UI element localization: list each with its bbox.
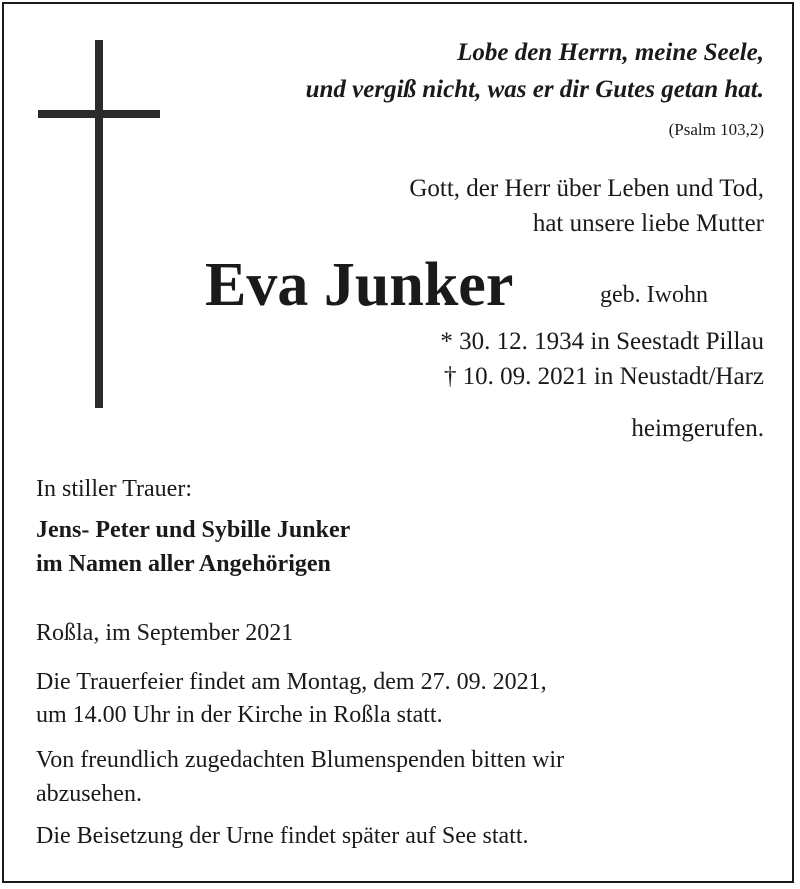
death-date: † 10. 09. 2021 in Neustadt/Harz	[443, 363, 764, 390]
flowers-line-2: abzusehen.	[36, 781, 142, 807]
deceased-name: Eva Junker	[205, 251, 514, 319]
urn-text: Die Beisetzung der Urne findet später auf See statt.	[36, 823, 529, 849]
service-line-2: um 14.00 Uhr in der Kirche in Roßla statt.	[36, 702, 443, 728]
place-date: Roßla, im September 2021	[36, 620, 294, 646]
mourners-line-2: im Namen aller Angehörigen	[36, 551, 331, 577]
verse-line-2: und vergiß nicht, was er dir Gutes getan hat.	[305, 76, 764, 103]
intro-line-2: hat unsere liebe Mutter	[532, 210, 764, 237]
verse-line-1: Lobe den Herrn, meine Seele,	[457, 39, 764, 66]
flowers-line-1: Von freundlich zugedachten Blumenspenden bitten wir	[36, 747, 565, 773]
birth-date: * 30. 12. 1934 in Seestadt Pillau	[440, 328, 764, 355]
mourners-intro: In stiller Trauer:	[36, 476, 192, 502]
service-line-1: Die Trauerfeier findet am Montag, dem 27. 09. 2021,	[36, 669, 547, 695]
birth-name: geb. Iwohn	[600, 282, 708, 308]
mourners-line-1: Jens- Peter und Sybille Junker	[36, 517, 351, 543]
verse-reference: (Psalm 103,2)	[668, 120, 764, 139]
intro-line-1: Gott, der Herr über Leben und Tod,	[409, 175, 764, 202]
closing-word: heimgerufen.	[631, 415, 764, 442]
